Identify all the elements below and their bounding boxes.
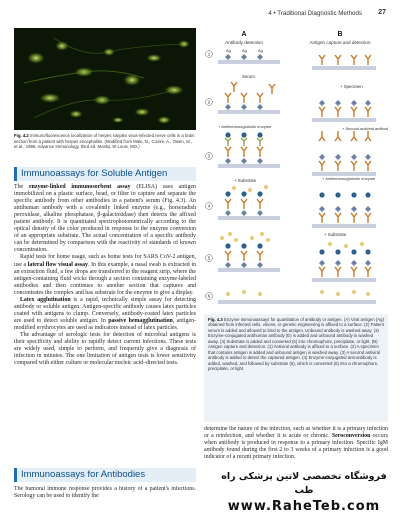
ag-label: Ag bbox=[242, 48, 247, 53]
paragraph: The humoral immune response provides a history of a patient's infections. Serology can be used to identify the bbox=[14, 486, 196, 500]
running-title: 4 • Traditional Diagnostic Methods bbox=[268, 10, 362, 17]
serum-label: Serum bbox=[242, 74, 255, 79]
figure-4-2-caption-text: Immunofluorescence localization of herpes simplex virus-infected nerve cells in a brain section from a patient with herpes encephalitis. (Modified from Male, D., Cooke, A., Owen, M., et al., 1996. Advance Immunology, third ed. Mosby, St Louis, MO.) bbox=[14, 133, 195, 149]
term-passive-hemagglutination: passive hemagglutination bbox=[108, 317, 173, 324]
step-3-label: 3 bbox=[207, 153, 211, 159]
elisa-diagram bbox=[204, 30, 388, 312]
term-elisa: enzyme-linked immunosorbent assay bbox=[28, 184, 131, 190]
paragraph: Latex agglutination is a rapid, technically simple assay for detecting antibody or soluble antigen. Antigen-specific antibody causes latex particles coated with antigens to clump. Conversely, antibody-coated latex particles are used to detect soluble antigen. In passive hemagglutination, antigen-modified erythrocytes are used as indicators instead of latex particles. bbox=[14, 296, 196, 331]
paragraph: The advantage of serologic tests for detection of microbial antigens is their specificity and ability to rapidly detect current infections. These tests are widely used, simple to perform, and frequently give a diagnosis of infection in minutes. The one limitation of antigen tests is lower sensitivity compared with either culture or molecular nucleic acid–directed tests. bbox=[14, 331, 196, 367]
section-heading-soluble-antigen: Immunoassays for Soluble Antigen bbox=[14, 167, 196, 181]
term-seroconversion: Seroconversion bbox=[331, 433, 371, 440]
enzyme-a-label: + Antiimmunoglobulin enzyme bbox=[218, 124, 272, 129]
col-b-letter: B bbox=[337, 31, 343, 38]
figure-4-3-label: Fig. 4.3 bbox=[208, 317, 223, 322]
final-products bbox=[226, 290, 369, 295]
term-lateral-flow: lateral flow visual assay bbox=[27, 261, 88, 268]
watermark-url: www.RaheTeb.com bbox=[227, 499, 381, 512]
watermark-persian-text: فروشگاه تخصصی لاتین پزشکی راه طب bbox=[221, 471, 387, 496]
ag-label: Ag bbox=[258, 48, 263, 53]
column-a bbox=[218, 48, 280, 272]
col-a-title: Antibody detection bbox=[225, 40, 263, 45]
elisa-diagram-svg bbox=[204, 30, 388, 312]
figure-4-3-caption-text: Enzyme immunoassays for quantitation of antibody or antigen. (A) Viral antigen (Ag) obtained from infected cells, virions, or genetic engineering is affixed to a surface. (2) Patient serum is added and allowed to bind to the antigen. Unbound antibody is washed away. (3) Enzyme-conjugated antihuman antibody (E) is added and unbound antibody is washed away. (4) Substrate is added and converted (5) into chromophore, precipitate, or light. (B) Antigen capture and detection. (1) Antiviral antibody is affixed to a surface. (2) A specimen that contains antigen is added and unbound antigen is washed away. (3) A second antiviral antibody is added to detect the captured antigen. (4) Enzyme-conjugated anti-antibody is added, washed, and followed by substrate (5), which is converted (6) into a chromophore, precipitate, or light. bbox=[208, 317, 384, 372]
second-ab-label: + Second antiviral antibody bbox=[342, 126, 388, 131]
col-b-title: Antigen capture and detection bbox=[309, 40, 371, 45]
step-6-label: 6 bbox=[207, 293, 211, 299]
col-a-letter: A bbox=[241, 31, 247, 38]
term-latex-agglutination: Latex agglutination bbox=[20, 296, 71, 303]
substrate-a-label: + Substrate bbox=[234, 178, 257, 183]
specimen-label: + Specimen bbox=[340, 84, 363, 89]
figure-4-3-caption bbox=[204, 314, 388, 422]
paragraph: The enzyme-linked immunosorbent assay (ELISA) uses antigen immobilized on a plastic surface, bead, or filter to capture and separate the specific antibody from other antibodies in a patient's serum (Fig. 4.3). An antihuman antibody with a covalently linked enzyme (e.g., horseradish peroxidase, alkaline phosphatase, β-galactosidase) then detects the affixed patient antibody. It is quantitated spectrophotometrically according to the optical density of the color produced in response to the enzyme conversion of an appropriate substrate. The actual concentration of a specific antibody can be determined by comparison with the reactivity of standards of known concentration. bbox=[14, 184, 196, 254]
step-5-label: 5 bbox=[207, 255, 211, 261]
ag-label: Ag bbox=[226, 48, 231, 53]
immunofluorescence-micrograph bbox=[14, 28, 196, 130]
section1-body bbox=[14, 184, 196, 367]
micrograph-image bbox=[14, 28, 196, 130]
paragraph: Rapid tests for home usage, such as home tests for SARS CoV-2 antigen, use a lateral flow visual assay. In this example, a nasal swab is extracted in an extraction fluid, a few drops are transferred to the reagent strip, where the antigen-containing fluid wicks through a section containing enzyme-labeled antibodies and then continues to another section that captures and concentrates the complex and has substrate for the enzyme to give a display. bbox=[14, 254, 196, 296]
step-4-label: 4 bbox=[207, 203, 211, 209]
figure-4-2-label: Fig. 4.2 bbox=[14, 133, 29, 138]
step-2-label: 2 bbox=[207, 99, 211, 105]
section2-body bbox=[14, 486, 196, 506]
page-number: 27 bbox=[378, 9, 386, 16]
substrate-b-label: + Substrate bbox=[324, 232, 347, 237]
publisher-watermark bbox=[214, 470, 394, 512]
running-header bbox=[14, 9, 386, 21]
enzyme-b-label: + Antiimmunoglobulin enzyme bbox=[322, 176, 376, 181]
right-column-body: determine the nature of the infection, such as whether it is a primary infection or a reinfection, and whether it is acute or chronic. Seroconversion occurs when antibody is produced in response to a primary infection. Specific IgM antibody found during the first 2 to 3 weeks of a primary infection is a good indicator of a recent primary infection. bbox=[204, 426, 388, 461]
section-heading-antibodies: Immunoassays for Antibodies bbox=[14, 468, 196, 482]
figure-4-2-caption bbox=[14, 133, 196, 150]
step-1-label: 1 bbox=[207, 51, 211, 57]
column-b bbox=[312, 55, 388, 282]
